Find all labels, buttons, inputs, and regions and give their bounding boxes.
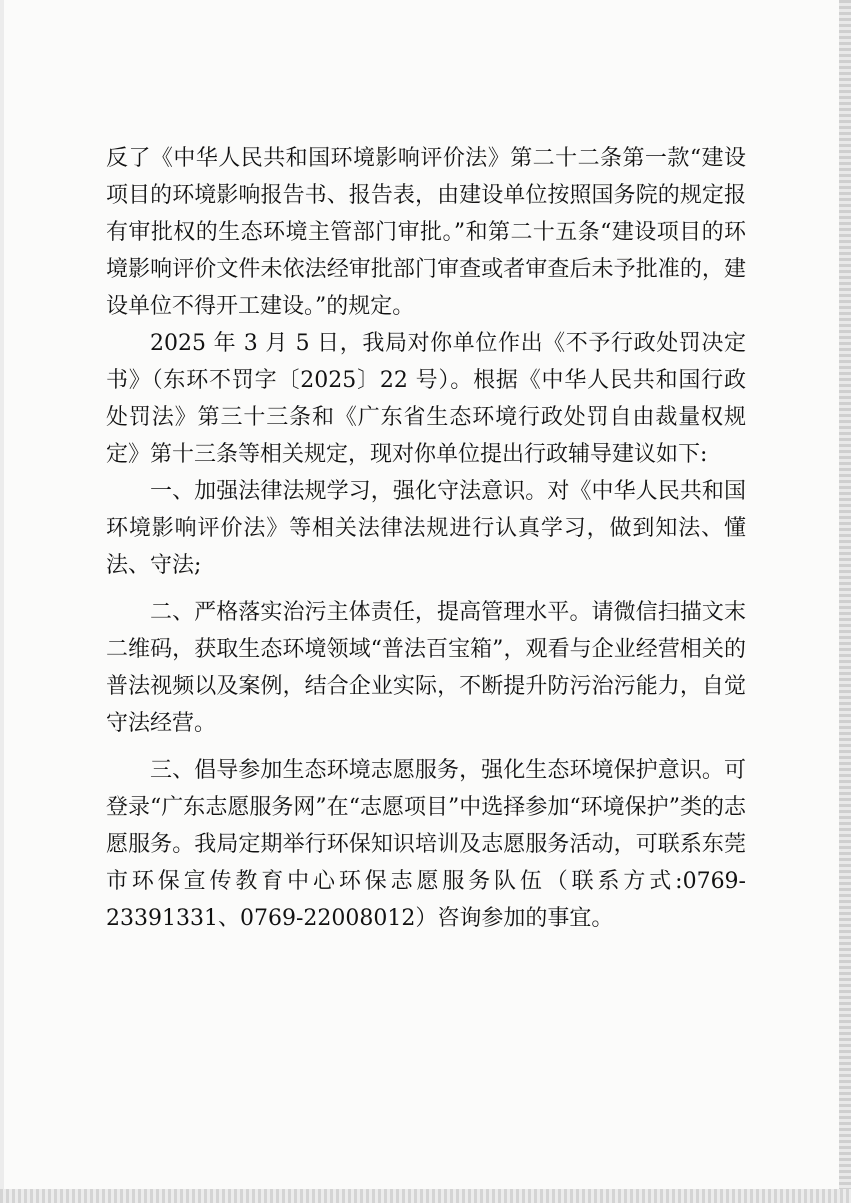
scan-edge-right	[839, 0, 851, 1203]
paragraph-advice-1: 一、加强法律法规学习，强化守法意识。对《中华人民共和国环境影响评价法》等相关法律法规进行认真学习，做到知法、懂法、守法;	[106, 479, 746, 578]
document-body	[106, 140, 746, 937]
paragraph-advice-3: 三、倡导参加生态环境志愿服务，强化生态环境保护意识。可登录“广东志愿服务网”在“志愿项目”中选择参加“环境保护”类的志愿服务。我局定期举行环保知识培训及志愿服务活动，可联系东莞市环保宣传教育中心环保志愿服务队伍（联系方式:0769-23391331、0769-22008012）咨询参加的事宜。	[106, 758, 746, 931]
paragraph-decision: 2025 年 3 月 5 日，我局对你单位作出《不予行政处罚决定书》（东环不罚字〔2025〕22 号）。根据《中华人民共和国行政处罚法》第三十三条和《广东省生态环境行政处罚自由裁量权规定》第十三条等相关规定，现对你单位提出行政辅导建议如下:	[106, 331, 746, 467]
scan-edge-left	[0, 0, 4, 1203]
paragraph-advice-2: 二、严格落实治污主体责任，提高管理水平。请微信扫描文末二维码，获取生态环境领域“普法百宝箱”，观看与企业经营相关的普法视频以及案例，结合企业实际，不断提升防污治污能力，自觉守法经营。	[106, 600, 746, 736]
scan-edge-bottom	[0, 1189, 851, 1203]
paragraph-continuation: 反了《中华人民共和国环境影响评价法》第二十二条第一款“建设项目的环境影响报告书、报告表，由建设单位按照国务院的规定报有审批权的生态环境主管部门审批。”和第二十五条“建设项目的环境影响评价文件未依法经审批部门审查或者审查后未予批准的，建设单位不得开工建设。”的规定。	[106, 146, 746, 319]
